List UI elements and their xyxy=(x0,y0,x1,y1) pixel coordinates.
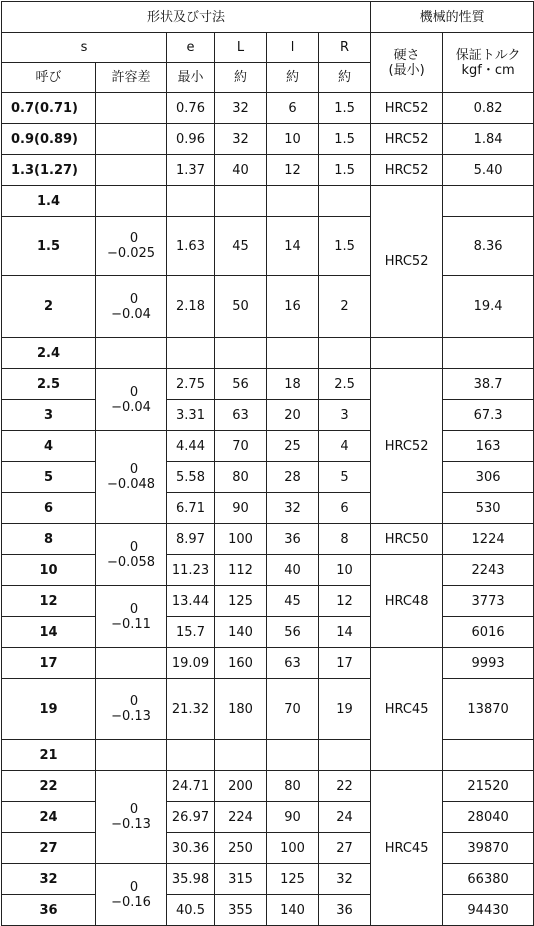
hardness-cell: HRC52 xyxy=(371,186,443,338)
e-cell: 35.98 xyxy=(167,864,215,895)
torque-cell: 3773 xyxy=(443,586,534,617)
table-row xyxy=(2,771,534,802)
hardness-cell: HRC52 xyxy=(371,124,443,155)
L-cell xyxy=(215,338,267,369)
table-row xyxy=(2,833,534,864)
table-row xyxy=(2,864,534,895)
L-cell: 200 xyxy=(215,771,267,802)
torque-cell: 21520 xyxy=(443,771,534,802)
nominal-cell: 1.5 xyxy=(2,217,96,276)
torque-cell: 19.4 xyxy=(443,276,534,338)
nominal-cell: 5 xyxy=(2,462,96,493)
hardness-cell: HRC45 xyxy=(371,648,443,771)
nominal-cell: 8 xyxy=(2,524,96,555)
tolerance-cell xyxy=(96,93,167,124)
nominal-cell: 1.3(1.27) xyxy=(2,155,96,186)
table-row xyxy=(2,93,534,124)
l-cell: 45 xyxy=(267,586,319,617)
R-cell xyxy=(319,186,371,217)
R-cell: 10 xyxy=(319,555,371,586)
table-row xyxy=(2,276,534,338)
l-cell: 36 xyxy=(267,524,319,555)
tolerance-lower: −0.04 xyxy=(111,306,151,322)
tolerance-upper: 0 xyxy=(129,802,139,817)
e-header: e xyxy=(167,33,215,63)
torque-cell: 94430 xyxy=(443,895,534,926)
nominal-cell: 2.5 xyxy=(2,369,96,400)
tolerance-upper: 0 xyxy=(129,694,139,709)
e-cell: 0.96 xyxy=(167,124,215,155)
hardness-min-label: (最小) xyxy=(388,62,425,78)
table-row xyxy=(2,369,534,400)
l-cell: 80 xyxy=(267,771,319,802)
torque-cell: 66380 xyxy=(443,864,534,895)
l-cell: 70 xyxy=(267,679,319,740)
R-cell xyxy=(319,740,371,771)
tolerance-cell xyxy=(96,186,167,217)
l-cell: 6 xyxy=(267,93,319,124)
tolerance-upper: 0 xyxy=(129,231,139,246)
L-cell: 50 xyxy=(215,276,267,338)
tolerance-upper: 0 xyxy=(129,879,139,895)
R-cell: 17 xyxy=(319,648,371,679)
L-cell: 250 xyxy=(215,833,267,864)
tolerance-upper: 0 xyxy=(129,539,139,555)
torque-cell: 163 xyxy=(443,431,534,462)
nominal-cell: 24 xyxy=(2,802,96,833)
l-cell: 63 xyxy=(267,648,319,679)
hardness-cell xyxy=(371,338,443,369)
R-cell: 1.5 xyxy=(319,93,371,124)
L-cell xyxy=(215,740,267,771)
L-cell: 32 xyxy=(215,124,267,155)
nominal-cell: 12 xyxy=(2,586,96,617)
hardness-cell: HRC48 xyxy=(371,555,443,648)
hardness-label: 硬さ xyxy=(393,47,420,63)
torque-header xyxy=(443,33,534,93)
l-approx-header: 約 xyxy=(267,63,319,93)
torque-cell: 306 xyxy=(443,462,534,493)
table-row xyxy=(2,124,534,155)
tolerance-cell xyxy=(96,524,167,586)
L-cell: 32 xyxy=(215,93,267,124)
tolerance-cell xyxy=(96,864,167,926)
l-cell: 12 xyxy=(267,155,319,186)
torque-cell: 1.84 xyxy=(443,124,534,155)
R-cell: 1.5 xyxy=(319,155,371,186)
e-cell: 11.23 xyxy=(167,555,215,586)
tolerance-cell xyxy=(96,740,167,771)
l-cell: 16 xyxy=(267,276,319,338)
R-approx-header: 約 xyxy=(319,63,371,93)
tolerance-lower: −0.04 xyxy=(111,399,151,415)
L-cell: 70 xyxy=(215,431,267,462)
L-cell: 140 xyxy=(215,617,267,648)
torque-label: 保証トルク xyxy=(455,47,521,63)
e-cell: 8.97 xyxy=(167,524,215,555)
tolerance-cell xyxy=(96,217,167,276)
L-cell: 112 xyxy=(215,555,267,586)
s-header: s xyxy=(2,33,167,63)
nominal-cell: 0.9(0.89) xyxy=(2,124,96,155)
tolerance-lower: −0.11 xyxy=(111,616,151,632)
tolerance-lower: −0.025 xyxy=(106,246,156,261)
torque-cell: 0.82 xyxy=(443,93,534,124)
nominal-cell: 21 xyxy=(2,740,96,771)
e-cell: 19.09 xyxy=(167,648,215,679)
tolerance-cell xyxy=(96,679,167,740)
e-cell: 13.44 xyxy=(167,586,215,617)
l-cell: 32 xyxy=(267,493,319,524)
L-cell: 56 xyxy=(215,369,267,400)
L-header: L xyxy=(215,33,267,63)
e-cell: 3.31 xyxy=(167,400,215,431)
L-cell: 180 xyxy=(215,679,267,740)
L-cell xyxy=(215,186,267,217)
torque-cell: 530 xyxy=(443,493,534,524)
table-row xyxy=(2,217,534,276)
table-row xyxy=(2,431,534,462)
mechanical-properties-header: 機械的性質 xyxy=(371,2,534,33)
nominal-cell: 2 xyxy=(2,276,96,338)
L-cell: 45 xyxy=(215,217,267,276)
nominal-cell: 14 xyxy=(2,617,96,648)
R-cell: 6 xyxy=(319,493,371,524)
R-cell: 8 xyxy=(319,524,371,555)
table-row xyxy=(2,802,534,833)
R-cell: 3 xyxy=(319,400,371,431)
l-cell: 125 xyxy=(267,864,319,895)
R-header: R xyxy=(319,33,371,63)
R-cell: 4 xyxy=(319,431,371,462)
R-cell: 1.5 xyxy=(319,217,371,276)
e-cell: 24.71 xyxy=(167,771,215,802)
torque-cell xyxy=(443,186,534,217)
nominal-cell: 17 xyxy=(2,648,96,679)
table-row xyxy=(2,493,534,524)
L-cell: 80 xyxy=(215,462,267,493)
torque-cell: 38.7 xyxy=(443,369,534,400)
e-cell: 2.18 xyxy=(167,276,215,338)
l-cell: 140 xyxy=(267,895,319,926)
torque-cell: 5.40 xyxy=(443,155,534,186)
nominal-header: 呼び xyxy=(2,63,96,93)
nominal-cell: 36 xyxy=(2,895,96,926)
torque-cell xyxy=(443,740,534,771)
e-cell: 6.71 xyxy=(167,493,215,524)
tolerance-upper: 0 xyxy=(129,462,139,477)
e-cell: 1.37 xyxy=(167,155,215,186)
tolerance-header: 許容差 xyxy=(96,63,167,93)
hardness-cell: HRC45 xyxy=(371,771,443,926)
nominal-cell: 19 xyxy=(2,679,96,740)
table-row xyxy=(2,400,534,431)
table-row xyxy=(2,740,534,771)
R-cell: 32 xyxy=(319,864,371,895)
table-row xyxy=(2,586,534,617)
R-cell: 19 xyxy=(319,679,371,740)
L-cell: 125 xyxy=(215,586,267,617)
tolerance-lower: −0.058 xyxy=(106,554,156,570)
nominal-cell: 6 xyxy=(2,493,96,524)
tolerance-upper: 0 xyxy=(129,384,139,400)
e-cell: 2.75 xyxy=(167,369,215,400)
R-cell: 27 xyxy=(319,833,371,864)
hardness-cell: HRC52 xyxy=(371,155,443,186)
tolerance-cell xyxy=(96,155,167,186)
l-cell: 25 xyxy=(267,431,319,462)
nominal-cell: 27 xyxy=(2,833,96,864)
torque-cell: 28040 xyxy=(443,802,534,833)
torque-cell xyxy=(443,338,534,369)
tolerance-lower: −0.13 xyxy=(111,709,151,724)
table-row xyxy=(2,648,534,679)
e-cell xyxy=(167,338,215,369)
table-row xyxy=(2,617,534,648)
e-cell: 40.5 xyxy=(167,895,215,926)
l-cell xyxy=(267,740,319,771)
e-cell: 4.44 xyxy=(167,431,215,462)
tolerance-upper: 0 xyxy=(129,291,139,307)
hardness-cell: HRC52 xyxy=(371,93,443,124)
table-row xyxy=(2,679,534,740)
L-cell: 355 xyxy=(215,895,267,926)
nominal-cell: 10 xyxy=(2,555,96,586)
dimension-table xyxy=(1,1,534,926)
nominal-cell: 0.7(0.71) xyxy=(2,93,96,124)
tolerance-cell xyxy=(96,431,167,524)
nominal-cell: 22 xyxy=(2,771,96,802)
R-cell: 12 xyxy=(319,586,371,617)
table-row xyxy=(2,524,534,555)
tolerance-cell xyxy=(96,771,167,864)
torque-cell: 9993 xyxy=(443,648,534,679)
L-cell: 90 xyxy=(215,493,267,524)
e-cell: 21.32 xyxy=(167,679,215,740)
shape-dimensions-header: 形状及び寸法 xyxy=(2,2,371,33)
l-cell: 10 xyxy=(267,124,319,155)
torque-cell: 8.36 xyxy=(443,217,534,276)
l-header: l xyxy=(267,33,319,63)
R-cell: 24 xyxy=(319,802,371,833)
l-cell: 100 xyxy=(267,833,319,864)
tolerance-cell xyxy=(96,586,167,648)
e-cell: 30.36 xyxy=(167,833,215,864)
torque-cell: 39870 xyxy=(443,833,534,864)
tolerance-lower: −0.13 xyxy=(111,817,151,832)
R-cell: 5 xyxy=(319,462,371,493)
tolerance-cell xyxy=(96,276,167,338)
torque-cell: 6016 xyxy=(443,617,534,648)
L-approx-header: 約 xyxy=(215,63,267,93)
table-row xyxy=(2,186,534,217)
l-cell: 90 xyxy=(267,802,319,833)
table-row xyxy=(2,338,534,369)
nominal-cell: 32 xyxy=(2,864,96,895)
R-cell: 36 xyxy=(319,895,371,926)
L-cell: 63 xyxy=(215,400,267,431)
l-cell: 18 xyxy=(267,369,319,400)
table-row xyxy=(2,155,534,186)
tolerance-lower: −0.048 xyxy=(106,477,156,492)
R-cell xyxy=(319,338,371,369)
hardness-header xyxy=(371,33,443,93)
table-row xyxy=(2,462,534,493)
nominal-cell: 1.4 xyxy=(2,186,96,217)
torque-cell: 2243 xyxy=(443,555,534,586)
tolerance-cell xyxy=(96,124,167,155)
l-cell: 28 xyxy=(267,462,319,493)
l-cell: 14 xyxy=(267,217,319,276)
R-cell: 14 xyxy=(319,617,371,648)
L-cell: 100 xyxy=(215,524,267,555)
torque-cell: 1224 xyxy=(443,524,534,555)
L-cell: 224 xyxy=(215,802,267,833)
R-cell: 22 xyxy=(319,771,371,802)
tolerance-lower: −0.16 xyxy=(111,894,151,910)
torque-cell: 13870 xyxy=(443,679,534,740)
tolerance-upper: 0 xyxy=(129,601,139,617)
torque-unit: kgf・cm xyxy=(461,62,515,78)
e-cell: 5.58 xyxy=(167,462,215,493)
tolerance-cell xyxy=(96,338,167,369)
e-cell xyxy=(167,186,215,217)
l-cell: 20 xyxy=(267,400,319,431)
e-cell xyxy=(167,740,215,771)
l-cell xyxy=(267,338,319,369)
table-row xyxy=(2,895,534,926)
R-cell: 2 xyxy=(319,276,371,338)
hardness-cell: HRC50 xyxy=(371,524,443,555)
e-cell: 15.7 xyxy=(167,617,215,648)
hardness-cell: HRC52 xyxy=(371,369,443,524)
R-cell: 1.5 xyxy=(319,124,371,155)
l-cell: 40 xyxy=(267,555,319,586)
R-cell: 2.5 xyxy=(319,369,371,400)
nominal-cell: 4 xyxy=(2,431,96,462)
L-cell: 40 xyxy=(215,155,267,186)
tolerance-cell xyxy=(96,369,167,431)
L-cell: 315 xyxy=(215,864,267,895)
e-cell: 1.63 xyxy=(167,217,215,276)
torque-cell: 67.3 xyxy=(443,400,534,431)
nominal-cell: 3 xyxy=(2,400,96,431)
e-cell: 26.97 xyxy=(167,802,215,833)
table-row xyxy=(2,555,534,586)
e-min-header: 最小 xyxy=(167,63,215,93)
l-cell: 56 xyxy=(267,617,319,648)
e-cell: 0.76 xyxy=(167,93,215,124)
L-cell: 160 xyxy=(215,648,267,679)
nominal-cell: 2.4 xyxy=(2,338,96,369)
l-cell xyxy=(267,186,319,217)
tolerance-cell xyxy=(96,648,167,679)
